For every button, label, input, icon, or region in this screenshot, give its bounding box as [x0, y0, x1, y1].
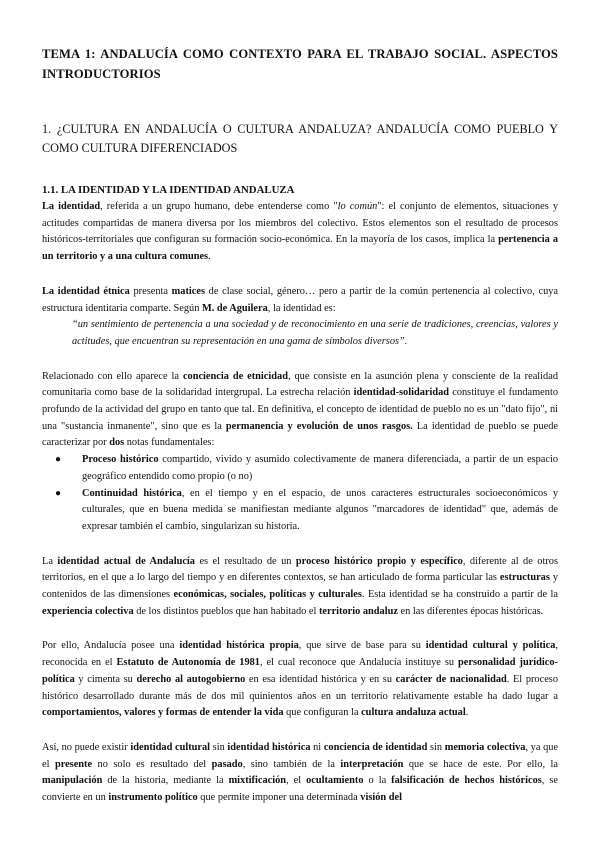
- list-item: ● Continuidad histórica, en el tiempo y en el espacio, de unos caracteres estructurales socioeconómicos y culturales, que en buena medida se manifiestan mediante algunos "marcadores de identidad" que, además de expresar también el cambio, singularizan su historia.: [55, 487, 558, 532]
- quote-aguilera: “un sentimiento de pertenencia a una sociedad y de reconocimiento en una serie de tradiciones, creencias, valores y actitudes, que encuentran su representación en una gama de símbolos diversos”.: [72, 319, 558, 347]
- paragraph-identidad-etnica: La identidad étnica presenta matices de clase social, género… pero a partir de la común pertenencia al colectivo, cuya estructura identitaria comparte. Según M. de Aguilera, la identidad es:: [42, 285, 558, 314]
- paragraph-conciencia-etnicidad: Relacionado con ello aparece la conciencia de etnicidad, que consiste en la asunción plena y consciente de la realidad comunitaria como base de la solidaridad intergrupal. La estrecha relación identidad-solidaridad constituye el fundamento profundo de la actividad del grupo en tanto que tal. En definitiva, el concepto de identidad de pueblo no es un "dato fijo", ni una "sustancia inmanente", sino que es la permanencia y evolución de unos rasgos. La identidad de pueblo se puede caracterizar por dos notas fundamentales:: [42, 370, 558, 449]
- paragraph-memoria-colectiva: Así, no puede existir identidad cultural sin identidad histórica ni conciencia de identidad sin memoria colectiva, ya que el presente no solo es resultado del pasado, sino también de la interpretación que se hace de este. Por ello, la manipulación de la historia, mediante la mixtificación, el ocultamiento o la falsificación de hechos históricos, se convierte en un instrumento político que permite imponer una determinada visión del: [42, 741, 559, 804]
- bullet-icon: ●: [55, 454, 62, 466]
- paragraph-identidad: La identidad, referida a un grupo humano, debe entenderse como "lo común": el conjunto de elementos, situaciones y actitudes compartidas de manera diversa por los miembros del colectivo. Estos elementos son el resultado de procesos históricos-territoriales que configuran su formación socio-económica. En la mayoría de los casos, implica la pertenencia a un territorio y a una cultura comunes.: [42, 201, 558, 263]
- section-heading: 1. ¿CULTURA EN ANDALUCÍA O CULTURA ANDALUZA? ANDALUCÍA COMO PUEBLO Y COMO CULTURA DIFERENCIADOS: [42, 122, 558, 155]
- bullet-icon: ●: [55, 487, 62, 499]
- paragraph-identidad-historica: Por ello, Andalucía posee una identidad histórica propia, que sirve de base para su identidad cultural y política, reconocida en el Estatuto de Autonomía de 1981, el cual reconoce que Andalucía instituye su personalidad jurídico-política y cimenta su derecho al autogobierno en esa identidad histórica y en su carácter de nacionalidad. El proceso histórico desarrollado durante más de dos mil quinientos años en un territorio relativamente estable ha dado lugar a comportamientos, valores y formas de entender la vida que configuran la cultura andaluza actual.: [42, 640, 558, 719]
- bullet-list: [42, 452, 558, 536]
- subsection-heading: 1.1. LA IDENTIDAD Y LA IDENTIDAD ANDALUZA: [42, 184, 295, 196]
- paragraph-identidad-actual: La identidad actual de Andalucía es el resultado de un proceso histórico propio y específico, diferente al de otros territorios, en el que a lo largo del tiempo y en diferentes contextos, se han articulado de forma particular las estructuras y contenidos de las dimensiones económicas, sociales, políticas y culturales. Esta identidad se ha construido a partir de la experiencia colectiva de los distintos pueblos que han habitado el territorio andaluz en las diferentes épocas históricas.: [42, 555, 558, 617]
- list-item: ● Proceso histórico compartido, vivido y asumido colectivamente de manera diferenciada, a partir de un espacio geográfico entendido como propio (o no): [55, 454, 559, 482]
- document-title: TEMA 1: ANDALUCÍA COMO CONTEXTO PARA EL TRABAJO SOCIAL. ASPECTOS INTRODUCTORIOS: [42, 47, 558, 81]
